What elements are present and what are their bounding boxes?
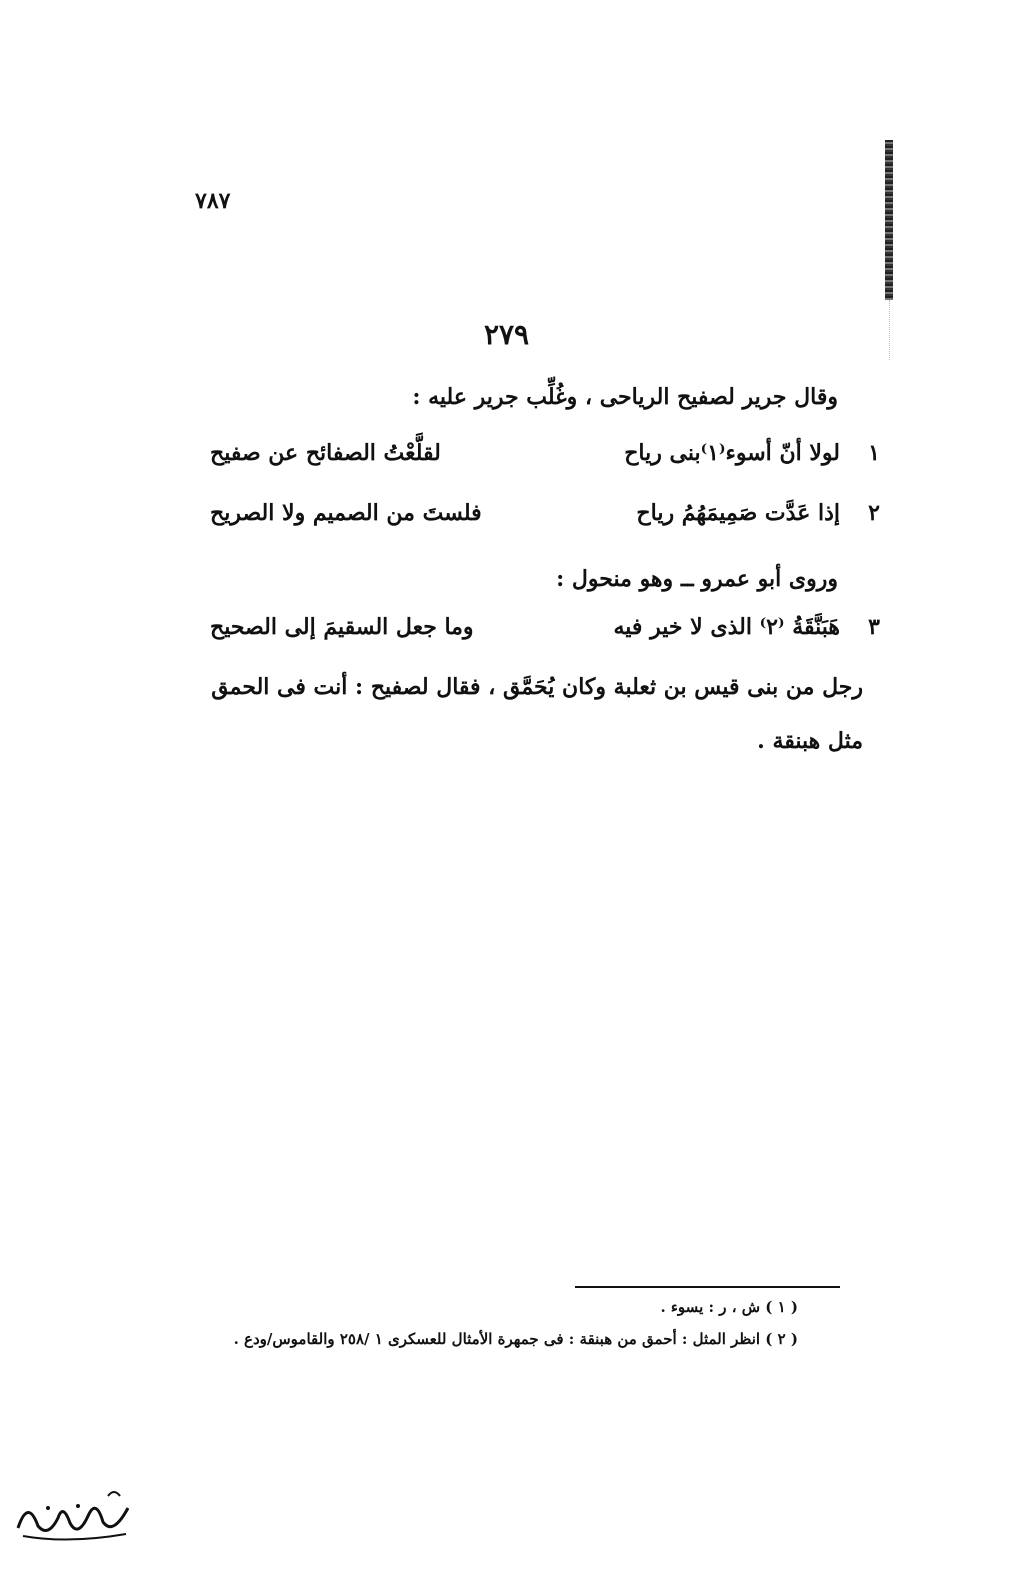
verse-first-hemistich: هَبَنَّقَةُ ⁽٢⁾ الذى لا خير فيه bbox=[613, 614, 840, 640]
verse-row bbox=[200, 500, 880, 540]
poem-intro: وقال جرير لصفيح الرياحى ، وغُلِّب جرير عليه : bbox=[412, 384, 838, 410]
verse-number: ٣ bbox=[868, 614, 880, 640]
verse-number: ١ bbox=[868, 440, 880, 466]
scan-edge-mark bbox=[885, 140, 893, 300]
library-stamp-logo bbox=[8, 1478, 138, 1548]
commentary-paragraph: رجل من بنى قيس بن ثعلبة وكان يُحَمَّق ، فقال لصفيح : أنت فى الحمق مثل هبنقة . bbox=[211, 674, 863, 754]
verse-row bbox=[200, 440, 880, 480]
verse-second-hemistich: فلستَ من الصميم ولا الصريح bbox=[210, 500, 482, 526]
footnote: ( ١ ) ش ، ر : يسوء . bbox=[660, 1298, 798, 1316]
verse-first-hemistich: إذا عَدَّت صَمِيمَهُمُ رياح bbox=[636, 500, 840, 526]
footnote-separator bbox=[575, 1286, 840, 1288]
verse-row bbox=[200, 614, 880, 654]
narration-note: وروى أبو عمرو ــ وهو منحول : bbox=[556, 566, 838, 592]
verse-second-hemistich: وما جعل السقيمَ إلى الصحيح bbox=[210, 614, 474, 640]
verse-number: ٢ bbox=[868, 500, 880, 526]
poem-number: ٢٧٩ bbox=[483, 318, 530, 351]
page-number: ٧٨٧ bbox=[195, 188, 231, 214]
verse-second-hemistich: لقلَّعْتُ الصفائح عن صفيح bbox=[210, 440, 441, 466]
footnote: ( ٢ ) انظر المثل : أحمق من هبنقة : فى جمهرة الأمثال للعسكرى ١ /٢٥٨ والقاموس/ودع . bbox=[233, 1330, 798, 1348]
verse-first-hemistich: لولا أنّ أسوء⁽١⁾بنى رياح bbox=[624, 440, 840, 466]
